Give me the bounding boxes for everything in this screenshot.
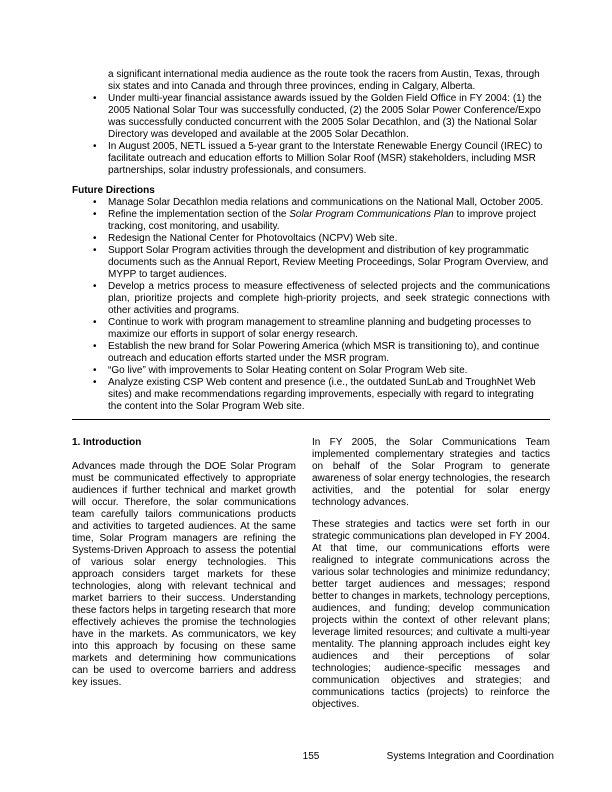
bullet-marker: • <box>93 341 97 352</box>
list-item-text: Support Solar Program activities through the development and distribution of key programmatic documents such as the Annual Report, Review Meeting Proceedings, Solar Program Overview, and MYPP to target audiences. <box>108 245 549 280</box>
list-item <box>72 141 550 177</box>
bullet-marker: • <box>93 377 97 388</box>
list-item-text: Develop a metrics process to measure effectiveness of selected projects and the communications plan, prioritize projects and complete high-priority projects, and seek strategic connections with other activities and programs. <box>108 281 550 316</box>
bullet-marker: • <box>93 245 97 256</box>
bullet-marker: • <box>93 93 97 104</box>
list-item <box>72 233 550 245</box>
bullet-marker: • <box>93 209 97 220</box>
paragraph: In FY 2005, the Solar Communications Team implemented complementary strategies and tactics on behalf of the Solar Program to generate awareness of solar energy technologies, the research activities, and the potential for solar energy technology advances. <box>312 437 550 508</box>
section-heading-introduction <box>72 437 296 449</box>
list-item <box>72 245 550 281</box>
list-item-text: Continue to work with program management to streamline planning and budgeting processes to maximize our efforts in support of solar energy research. <box>108 317 532 340</box>
list-item <box>72 365 550 377</box>
page-footer <box>72 751 554 763</box>
page-content <box>72 69 550 711</box>
list-item-text: “Go live” with improvements to Solar Heating content on Solar Program Web site. <box>108 365 468 376</box>
bullet-marker: • <box>93 141 97 152</box>
paragraph: Advances made through the DOE Solar Program must be communicated effectively to appropriate audiences if further technical and market growth will occur. Therefore, the solar communications team carefully tailors communications products and activities to targeted audiences. At the same time, Solar Program managers are refining the Systems-Driven Approach to assess the potential of various solar energy technologies. This approach considers target markets for these technologies, along with relevant technical and market barriers to their success. Understanding these factors helps in targeting research that more effectively achieves the promise the technologies have in the markets. As communicators, we key into this approach by focusing on these same markets and determining how communications can be used to overcome barriers and address key issues. <box>72 461 296 688</box>
list-item-text: to improve project tracking, cost monitoring, and usability. <box>108 209 536 232</box>
bullet-continuation-text: a significant international media audience as the route took the racers from Austin, Texas, through six states and into Canada and through three provinces, ending in Calgary, Alberta. <box>108 69 540 92</box>
list-item <box>72 197 550 209</box>
list-item <box>72 377 550 413</box>
column-left <box>72 437 296 711</box>
section-divider <box>72 419 550 420</box>
footer-section-title: Systems Integration and Coordination <box>386 751 554 762</box>
list-item-text: Establish the new brand for Solar Powering America (which MSR is transitioning to), and continue outreach and education efforts started under the MSR program. <box>108 341 540 364</box>
section-heading-future-directions: Future Directions <box>72 185 155 196</box>
bullet-marker: • <box>93 317 97 328</box>
list-item <box>72 93 550 141</box>
intro-section <box>72 437 550 711</box>
list-item-text: Refine the implementation section of the <box>108 209 290 220</box>
italic-text: Solar Program Communications Plan <box>289 209 454 220</box>
bullet-marker: • <box>93 365 97 376</box>
list-item-text: Manage Solar Decathlon media relations and communications on the National Mall, October 2005. <box>108 197 544 208</box>
list-item <box>72 281 550 317</box>
list-item <box>72 341 550 365</box>
column-right <box>312 437 550 711</box>
paragraph: These strategies and tactics were set forth in our strategic communications plan developed in FY 2004. At that time, our communications efforts were realigned to integrate communications across the various solar technologies and minimize redundancy; better target audiences and messages; respond better to changes in markets, technology perceptions, audiences, and funding; develop communication projects within the context of other relevant plans; leverage limited resources; and cultivate a multi-year mentality. The planning approach includes eight key audiences and their perceptions of solar technologies; audience-specific messages and communication objectives and strategies; and communications tactics (projects) to reinforce the objectives. <box>312 519 550 710</box>
list-item-text: Under multi-year financial assistance awards issued by the Golden Field Office in FY 2004: (1) the 2005 National Solar Tour was successfully conducted, (2) the 2005 Solar Power Conference/Expo was successfully conducted concurrent with the 2005 Solar Decathlon, and (3) the National Solar Directory was developed and available at the 2005 Solar Decathlon. <box>108 93 542 140</box>
list-item-text: In August 2005, NETL issued a 5-year grant to the Interstate Renewable Energy Council (IREC) to facilitate outreach and education efforts to Million Solar Roof (MSR) stakeholders, including MSR partnerships, solar industry professionals, and consumers. <box>108 141 543 176</box>
list-item <box>72 209 550 233</box>
bullet-marker: • <box>93 233 97 244</box>
list-item-text: Redesign the National Center for Photovoltaics (NCPV) Web site. <box>108 233 398 244</box>
list-item <box>72 317 550 341</box>
bullet-marker: • <box>93 197 97 208</box>
list-item-text: Analyze existing CSP Web content and presence (i.e., the outdated SunLab and TroughNet Web sites) and make recommendations regarding improvements, especially with regard to integrating the content into the Solar Program Web site. <box>108 377 536 412</box>
heading-number: 1. <box>72 437 81 448</box>
page-number: 155 <box>302 751 320 762</box>
bullet-marker: • <box>93 281 97 292</box>
heading-label: Introduction <box>83 437 142 448</box>
